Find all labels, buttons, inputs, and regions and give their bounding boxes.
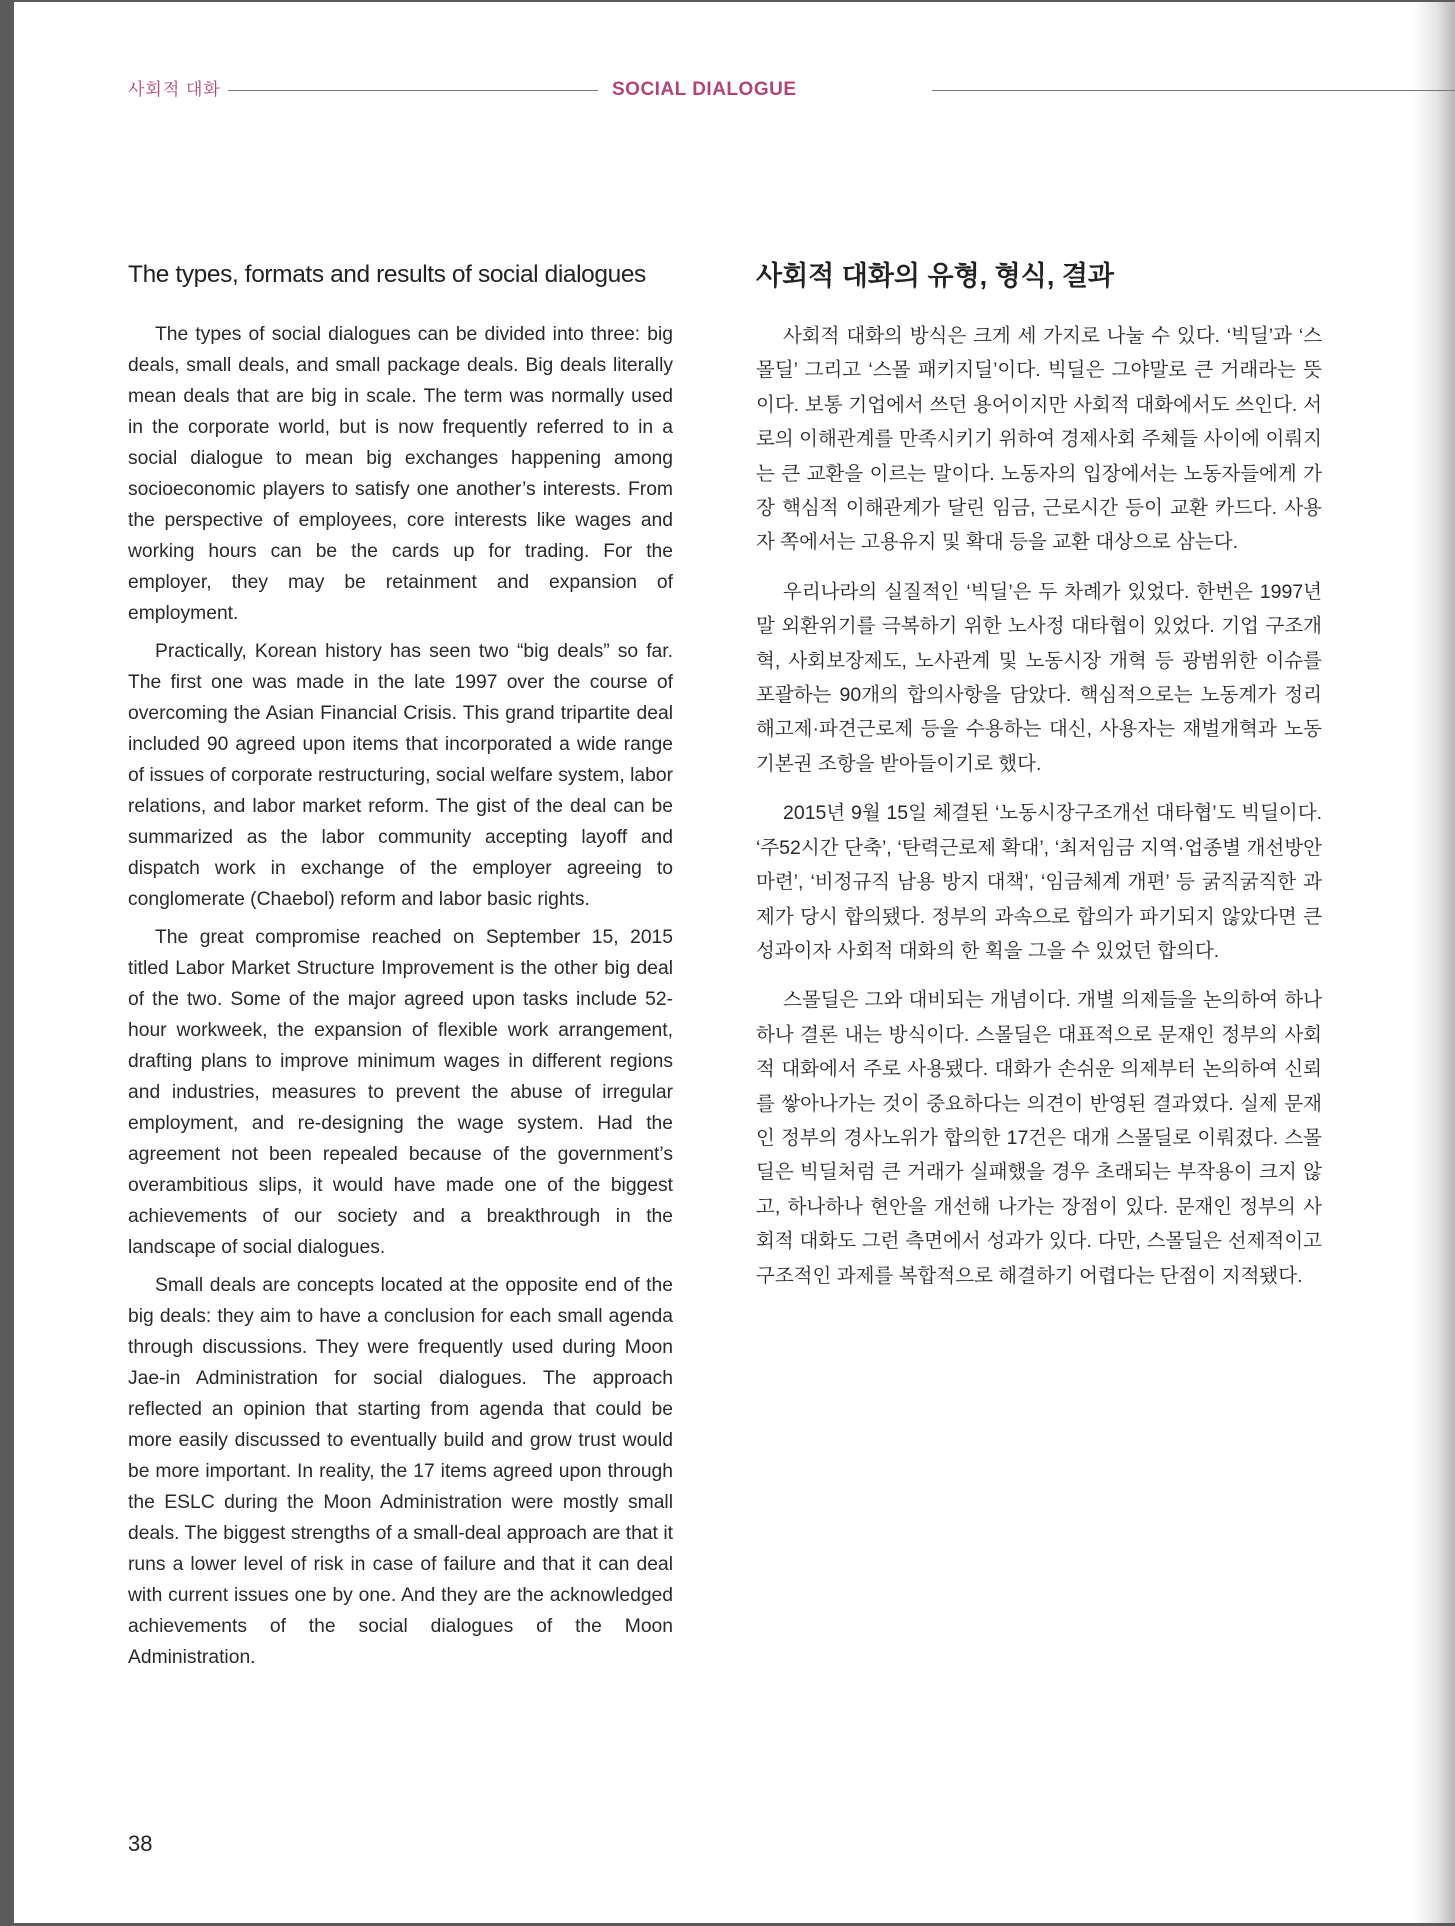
document-page xyxy=(14,2,1455,1923)
header-section-english: SOCIAL DIALOGUE xyxy=(612,79,797,100)
korean-column xyxy=(756,258,1322,1308)
page-binding-shadow xyxy=(1413,2,1455,1923)
header-rule-right xyxy=(932,90,1455,91)
header-section-korean: 사회적 대화 xyxy=(128,80,221,99)
korean-paragraph: 스몰딜은 그와 대비되는 개념이다. 개별 의제들을 논의하여 하나하나 결론 내는 방식이다. 스몰딜은 대표적으로 문재인 정부의 사회적 대화에서 주로 사용됐다. 대화가 손쉬운 의제부터 논의하여 신뢰를 쌓아나가는 것이 중요하다는 의견이 반영된 결과였다. 실제 문재인 정부의 경사노위가 합의한 17건은 대개 스몰딜로 이뤄졌다. 스몰딜은 빅딜처럼 큰 거래가 실패했을 경우 초래되는 부작용이 크지 않고, 하나하나 현안을 개선해 나가는 장점이 있다. 문재인 정부의 사회적 대화도 그런 측면에서 성과가 있다. 다만, 스몰딜은 선제적이고 구조적인 과제를 복합적으로 해결하기 어렵다는 단점이 지적됐다. xyxy=(756,989,1322,1287)
korean-paragraph: 2015년 9월 15일 체결된 ‘노동시장구조개선 대타협’도 빅딜이다. ‘주52시간 단축’, ‘탄력근로제 확대’, ‘최저임금 지역·업종별 개선방안 마련’, ‘비정규직 남용 방지 대책’, ‘임금체계 개편’ 등 굵직굵직한 과제가 당시 합의됐다. 정부의 과속으로 합의가 파기되지 않았다면 큰 성과이자 사회적 대화의 한 획을 그을 수 있었던 합의다. xyxy=(756,802,1322,962)
page-number: 38 xyxy=(128,1831,153,1856)
english-paragraph: The great compromise reached on September 15, 2015 titled Labor Market Structure Improvement is the other big deal of the two. Some of the major agreed upon tasks include 52-hour workweek, the expansion of flexible work arrangement, drafting plans to improve minimum wages in different regions and industries, measures to prevent the abuse of irregular employment, and re-designing the wage system. Had the agreement not been repealed because of the government’s overambitious slips, it would have made one of the biggest achievements of our society and a breakthrough in the landscape of social dialogues. xyxy=(128,927,673,1258)
running-header xyxy=(128,78,1455,102)
korean-paragraph: 우리나라의 실질적인 ‘빅딜’은 두 차례가 있었다. 한번은 1997년 말 외환위기를 극복하기 위한 노사정 대타협이 있었다. 기업 구조개혁, 사회보장제도, 노사관계 및 노동시장 개혁 등 광범위한 이슈를 포괄하는 90개의 합의사항을 담았다. 핵심적으로는 노동계가 정리해고제·파견근로제 등을 수용하는 대신, 사용자는 재벌개혁과 노동기본권 조항을 받아들이기로 했다. xyxy=(756,580,1322,775)
english-section-title: The types, formats and results of social dialogues xyxy=(128,261,646,288)
english-paragraph: The types of social dialogues can be divided into three: big deals, small deals, and small package deals. Big deals literally mean deals that are big in scale. The term was normally used in the corporate world, but is now frequently referred to in a social dialogue to mean big exchanges happening among socioeconomic players to satisfy one another’s interests. From the perspective of employees, core interests like wages and working hours can be the cards up for trading. For the employer, they may be retainment and expansion of employment. xyxy=(128,324,673,624)
english-column xyxy=(128,258,673,1680)
header-rule-left xyxy=(228,90,598,91)
english-paragraph: Practically, Korean history has seen two “big deals” so far. The first one was made in the late 1997 over the course of overcoming the Asian Financial Crisis. This grand tripartite deal included 90 agreed upon items that incorporated a wide range of issues of corporate restructuring, social welfare system, labor relations, and labor market reform. The gist of the deal can be summarized as the labor community accepting layoff and dispatch work in exchange of the employer agreeing to conglomerate (Chaebol) reform and labor basic rights. xyxy=(128,641,673,910)
korean-paragraph: 사회적 대화의 방식은 크게 세 가지로 나눌 수 있다. ‘빅딜’과 ‘스몰딜’ 그리고 ‘스몰 패키지딜’이다. 빅딜은 그야말로 큰 거래라는 뜻이다. 보통 기업에서 쓰던 용어이지만 사회적 대화에서도 쓰인다. 서로의 이해관계를 만족시키기 위하여 경제사회 주체들 사이에 이뤄지는 큰 교환을 이르는 말이다. 노동자의 입장에서는 노동자들에게 가장 핵심적 이해관계가 달린 임금, 근로시간 등이 교환 카드다. 사용자 쪽에서는 고용유지 및 확대 등을 교환 대상으로 삼는다. xyxy=(756,325,1322,554)
korean-section-title: 사회적 대화의 유형, 형식, 결과 xyxy=(756,261,1114,291)
english-paragraph: Small deals are concepts located at the opposite end of the big deals: they aim to have a conclusion for each small agenda through discussions. They were frequently used during Moon Jae-in Administration for social dialogues. The approach reflected an opinion that starting from agenda that could be more easily discussed to eventually build and grow trust would be more important. In reality, the 17 items agreed upon through the ESLC during the Moon Administration were mostly small deals. The biggest strengths of a small-deal approach are that it runs a lower level of risk in case of failure and that it can deal with current issues one by one. And they are the acknowledged achievements of the social dialogues of the Moon Administration. xyxy=(128,1275,673,1668)
